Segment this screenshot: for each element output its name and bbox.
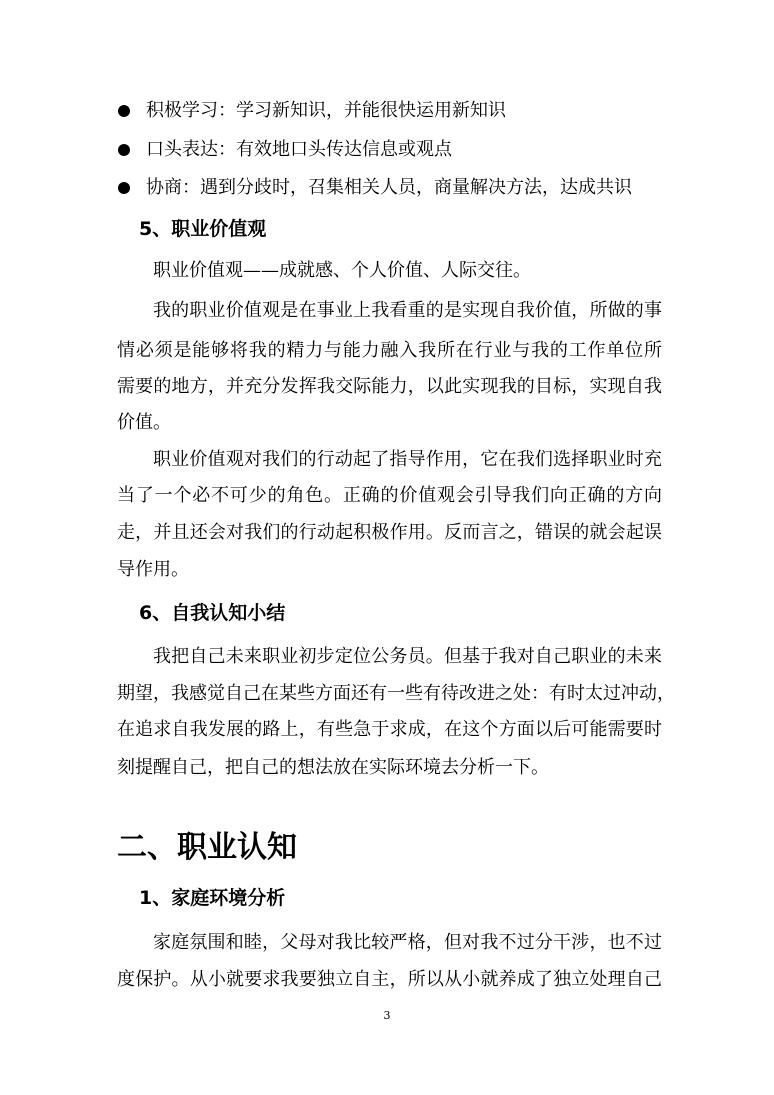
bullet-item: 积极学习：学习新知识，并能很快运用新知识 <box>118 93 678 129</box>
chapter-heading: 二、职业认知 <box>117 830 297 865</box>
section-heading: 1、家庭环境分析 <box>139 887 286 909</box>
paragraph-line: 导作用。 <box>117 559 189 580</box>
bullet-item: 协商：遇到分歧时，召集相关人员，商量解决方法，达成共识 <box>118 170 678 206</box>
bullet-dot-icon <box>118 144 130 156</box>
paragraph-line: 职业价值观——成就感、个人价值、人际交往。 <box>153 260 531 281</box>
paragraph-line: 需要的地方，并充分发挥我交际能力，以此实现我的目标，实现自我 <box>117 376 662 397</box>
bullet-dot-icon <box>118 105 130 117</box>
section-heading: 6、自我认知小结 <box>139 602 286 624</box>
paragraph-line: 在追求自我发展的路上，有些急于求成，在这个方面以后可能需要时 <box>117 719 662 740</box>
paragraph-line: 价值。 <box>117 412 171 433</box>
paragraph-line: 刻提醒自己，把自己的想法放在实际环境去分析一下。 <box>117 757 549 778</box>
page-number: 3 <box>383 1009 391 1022</box>
paragraph-line: 职业价值观对我们的行动起了指导作用，它在我们选择职业时充 <box>153 449 662 470</box>
bullet-dot-icon <box>118 182 130 194</box>
section-heading: 5、职业价值观 <box>139 218 267 240</box>
paragraph-line: 我把自己未来职业初步定位公务员。但基于我对自己职业的未来 <box>153 646 662 667</box>
paragraph-line: 我的职业价值观是在事业上我看重的是实现自我价值，所做的事 <box>153 300 662 321</box>
paragraph-line: 走，并且还会对我们的行动起积极作用。反而言之，错误的就会起误 <box>117 522 662 543</box>
paragraph-line: 期望，我感觉自己在某些方面还有一些有待改进之处：有时太过冲动， <box>117 683 675 704</box>
bullet-item: 口头表达：有效地口头传达信息或观点 <box>118 132 678 168</box>
paragraph-line: 当了一个必不可少的角色。正确的价值观会引导我们向正确的方向 <box>117 485 662 506</box>
paragraph-line: 度保护。从小就要求我要独立自主，所以从小就养成了独立处理自己 <box>117 969 662 990</box>
paragraph-line: 家庭氛围和睦，父母对我比较严格，但对我不过分干涉，也不过 <box>153 932 662 953</box>
paragraph-line: 情必须是能够将我的精力与能力融入我所在行业与我的工作单位所 <box>117 340 662 361</box>
